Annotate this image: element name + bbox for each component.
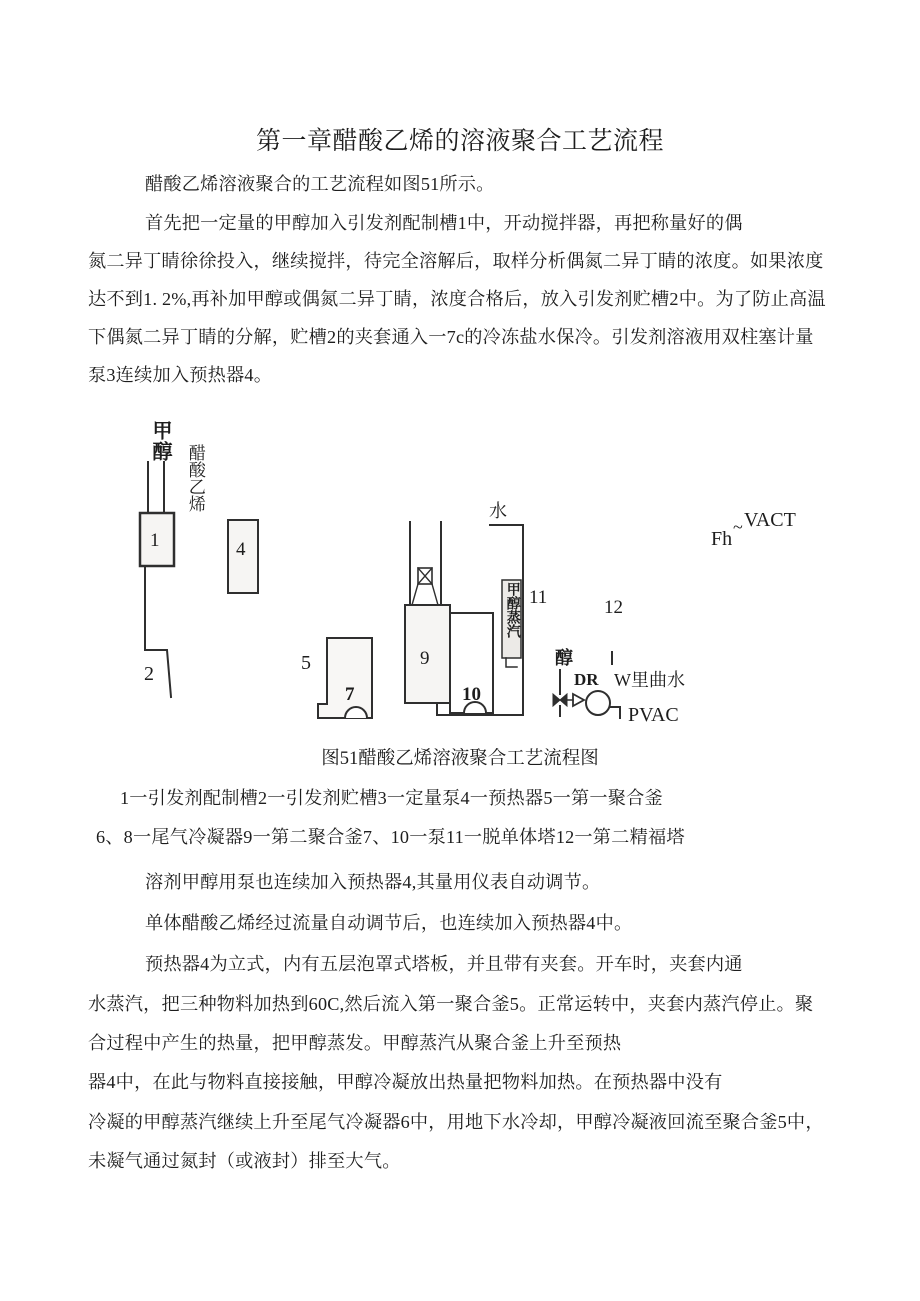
body-line-p5-2: 水蒸汽，把三种物料加热到60C,然后流入第一聚合釜5。正常运转中，夹套内蒸汽停止。聚: [88, 994, 814, 1014]
body-line-p4: 单体醋酸乙烯经过流量自动调节后，也连续加入预热器4中。: [145, 913, 633, 933]
diagram-label-vinyl-acetate: 醋酸乙烯: [185, 444, 205, 512]
equipment-number-7: 7: [345, 684, 355, 705]
equipment-number-5: 5: [301, 652, 311, 674]
figure-legend-line2: 6、8一尾气冷凝器9一第二聚合釜7、10一泵11一脱单体塔12一第二精福塔: [96, 827, 685, 847]
diagram-label-tilde: ~: [733, 517, 743, 537]
diagram-label-alcohol: 醇: [555, 648, 573, 668]
vessel-5-first-polymerizer: [318, 638, 372, 718]
body-line-p5-1: 预热器4为立式，内有五层泡罩式塔板，并且带有夹套。开车时，夹套内通: [145, 954, 743, 974]
equipment-number-1: 1: [150, 530, 160, 551]
equipment-number-11: 11: [529, 587, 548, 608]
body-line-p5-3: 合过程中产生的热量，把甲醇蒸发。甲醇蒸汽从聚合釜上升至预热: [88, 1033, 622, 1053]
pipe-methanol-feed: [148, 462, 164, 513]
column-bottom-hook: [506, 658, 517, 667]
equipment-number-9: 9: [420, 648, 430, 669]
body-line-p2-4: 下偶氮二异丁睛的分解，贮槽2的夹套通入一7c的冷冻盐水保冷。引发剂溶液用双柱塞计量: [88, 327, 814, 347]
body-line-intro: 醋酸乙烯溶液聚合的工艺流程如图51所示。: [145, 174, 495, 194]
diagram-label-cooling-water: W里曲水: [614, 670, 685, 690]
body-line-p2-1: 首先把一定量的甲醇加入引发剂配制槽1中，开动搅拌器，再把称量好的偶: [145, 213, 743, 233]
diagram-label-dr: DR: [574, 670, 599, 689]
body-line-p5-6: 未凝气通过氮封（或液封）排至大气。: [88, 1151, 401, 1171]
equipment-number-2: 2: [144, 663, 154, 685]
valve-bowtie-symbol: [553, 694, 567, 706]
diagram-label-vact: VACT: [744, 509, 796, 531]
body-line-p2-3: 达不到1. 2%,再补加甲醇或偶氮二异丁睛，浓度合格后，放入引发剂贮槽2中。为了防止高温: [88, 289, 826, 309]
pipe-risers-vessel9: [410, 522, 441, 605]
body-line-p5-4: 器4中，在此与物料直接接触，甲醇冷凝放出热量把物料加热。在预热器中没有: [88, 1072, 723, 1092]
diagram-label-water: 水: [489, 501, 507, 521]
equipment-number-12: 12: [604, 597, 623, 618]
check-valve-symbol: [573, 694, 584, 706]
pump-12-circle: [586, 691, 610, 715]
equipment-number-10: 10: [462, 684, 481, 705]
agitator-legs: [412, 584, 438, 605]
page-title: 第一章醋酸乙烯的溶液聚合工艺流程: [255, 128, 664, 155]
diagram-label-fh: Fh: [711, 528, 733, 550]
agitator-motor-cross: [418, 568, 432, 584]
equipment-number-4: 4: [236, 539, 246, 560]
body-line-p3: 溶剂甲醇用泵也连续加入预热器4,其量用仪表自动调节。: [145, 872, 601, 892]
body-line-p2-5: 泵3连续加入预热器4。: [88, 365, 273, 385]
diagram-label-methanol-vapor-column: 甲醇蒸汽: [504, 582, 520, 638]
body-line-p2-2: 氮二异丁睛徐徐投入，继续搅拌，待完全溶解后，取样分析偶氮二异丁睛的浓度。如果浓度: [88, 251, 824, 271]
figure-caption: 图51醋酸乙烯溶液聚合工艺流程图: [321, 749, 599, 769]
diagram-label-methanol: 甲醇: [149, 420, 171, 462]
pipe-pump-outlet: [610, 707, 620, 718]
figure-legend-line1: 1一引发剂配制槽2一引发剂贮槽3一定量泵4一预热器5一第一聚合釜: [120, 788, 663, 808]
diagram-label-pvac: PVAC: [628, 704, 679, 726]
body-line-p5-5: 冷凝的甲醇蒸汽继续上升至尾气冷凝器6中，用地下水冷却，甲醇冷凝液回流至聚合釜5中，: [88, 1112, 824, 1132]
